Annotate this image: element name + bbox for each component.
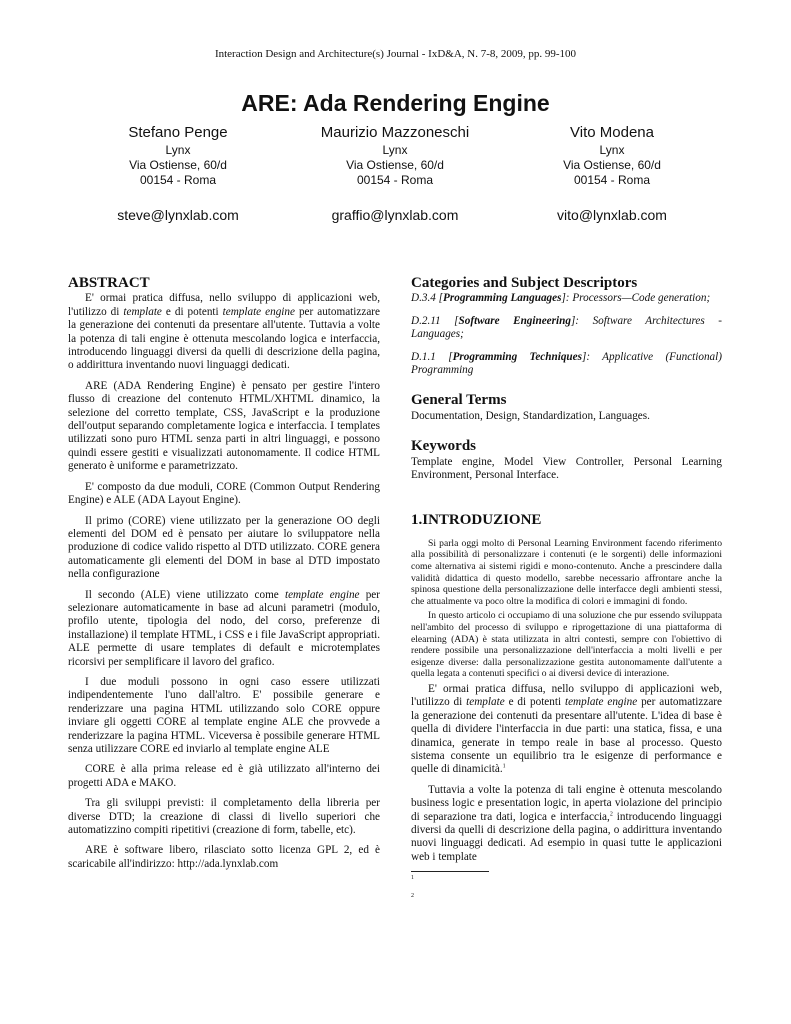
text-run: Tuttavia a volte la potenza di tali engine è ottenuta mescolando business logic e presentation logic, in aperta violazione del principio di separazione tra dati, logica e interfaccia, [411,783,722,823]
category-topic: Programming Techniques [452,350,582,363]
author-org: Lynx [165,143,191,157]
author-block [497,123,727,223]
italic-run: template [123,305,162,318]
author-address: Via Ostiense, 60/d [346,158,444,172]
category-desc: Software Architectures - Languages; [411,314,723,341]
text-run: e di potenti [504,696,565,709]
footnote-ref[interactable]: 1 [502,763,506,770]
abstract-paragraph: I due moduli possono in ogni caso essere utilizzati indipendentemente l'uno dall'altro. E' possibile generare e renderizzare una pagina HTML utilizzando solo CORE oppure inviare gli oggetti CORE al template engine ALE che provvede a renderizzare la pagina HTML. Viceversa è possibile generare HTML senza utilizzare CORE ed inviarlo al template engine ALE [68,675,380,755]
category-code: D.1.1 [411,350,436,363]
category-topic: Software Engineering [458,314,571,327]
abstract-paragraph: ARE è software libero, rilasciato sotto licenza GPL 2, ed è scaricabile all'indirizzo: http://ada.lynxlab.com [68,844,380,870]
journal-header: Interaction Design and Architecture(s) Journal - IxD&A, N. 7-8, 2009, pp. 99-100 [214,48,577,60]
author-block [63,123,293,223]
author-name: Vito Modena [570,124,654,141]
footnote: 2 [411,893,414,900]
author-name: Stefano Penge [128,124,228,141]
text-run: Il secondo (ALE) viene utilizzato come [85,588,285,601]
category-topic: Programming Languages [443,292,562,305]
italic-run: template engine [564,696,638,709]
keywords-heading: Keywords [411,438,476,455]
text-run: per selezionare automaticamente in base ad alcuni parametri (modulo, profilo utente, tipologia del nodo, del corso, preferenze di installazione) il template HTML, i CSS e i file JavaScript appropriati. ALE permette di usare templates di default e microtemplates ricorsivi per semplificare il lavoro del grafico. [68,588,380,668]
category-item: D.2.11 [Software Engineering]: Software Architectures - Languages; [411,314,723,341]
abstract-paragraph: E' composto da due moduli, CORE (Common Output Rendering Engine) e ALE (ADA Layout Engine). [68,480,380,507]
intro-heading: 1.INTRODUZIONE [411,512,542,529]
italic-run: template engine [284,588,360,601]
categories-heading: Categories and Subject Descriptors [411,275,638,291]
author-email: graffio@lynxlab.com [331,207,459,223]
footnote-ref[interactable]: 2 [609,810,613,817]
author-org: Lynx [382,143,408,157]
author-org: Lynx [599,143,625,157]
author-email: vito@lynxlab.com [557,207,667,223]
text-run: E' ormai pratica diffusa, nello sviluppo di applicazioni web, l'utilizzo di [68,292,380,318]
right-column [411,277,722,910]
author-city: 00154 - Roma [573,173,651,187]
category-item: D.3.4 [Programming Languages]: Processors—Code generation; [411,292,711,305]
abstract-paragraph: CORE è alla prima release ed è già utilizzato all'interno dei progetti ADA e MAKO. [68,763,380,789]
general-terms-heading: General Terms [411,392,507,409]
intro-paragraph [411,784,722,864]
italic-run: template [466,696,505,709]
footnote-divider [411,871,489,872]
author-city: 00154 - Roma [356,173,434,187]
author-email: steve@lynxlab.com [117,207,239,223]
intro-paragraph: In questo articolo ci occupiamo di una soluzione che pur essendo sviluppata nell'ambito del processo di sviluppo e riprogettazione di una piattaforma di elearning (ADA) è stata utilizzata in altri contesti, sempre con l'obiettivo di rendere possibile una personalizzazione dell'interfaccia a molti livelli e per esigenze diverse: dalla personalizzazione gestita autonomamente dall'utente a quella legata a contenuti specifici o ai diversi device di interazione. [411,610,722,680]
text-run: E' ormai pratica diffusa, nello sviluppo di applicazioni web, l'utilizzo di [411,683,722,709]
abstract-paragraph: Tra gli sviluppi previsti: il completamento della libreria per diverse DTD; la creazione di classi di livello superiori che automatizzino compiti ripetitivi (creazione di form, tabelle, etc). [68,797,380,837]
keywords-text: Template engine, Model View Controller, Personal Learning Environment, Personal Interface. [411,455,722,482]
author-name: Maurizio Mazzoneschi [320,124,470,141]
general-terms-text: Documentation, Design, Standardization, Languages. [411,409,650,422]
footnote: 1 [411,875,414,882]
author-address: Via Ostiense, 60/d [563,158,661,172]
text-run: per automatizzare la generazione dei contenuti da presentare all'utente. Tuttavia a volte la potenza di tali engine è ottenuta mescolando logica e interfaccia, introducendo linguaggi diversi da quelli di descrizione della pagina, o addirittura inventando nuovi linguaggi dedicati. [68,305,380,372]
text-run: per automatizzare la generazione dei contenuti da presentare all'utente. L'idea di base è quella di dividere l'interfaccia in due parti: una statica, fissa, e una dinamica, generate in tempo reale in base al processo. Questo sistema consente un equilibrio tra le esigenze di performance e quelle di dinamicità. [411,696,722,776]
abstract-heading: ABSTRACT [68,275,150,291]
abstract-paragraph: ARE (ADA Rendering Engine) è pensato per gestire l'intero flusso di creazione del contenuto HTML/XHTML dinamico, la selezione del corretto template, CSS, JavaScript e la produzione dell'output separando completamente logica e interfaccia. I templates utilizzati sono puro HTML senza parti in altri linguaggi, e possono quindi essere gestiti e visualizzati autonomamente. Il codice HTML generato è uniforme e parametrizzato. [68,379,380,473]
text-run: e di potenti [161,305,223,318]
italic-run: template engine [222,305,295,318]
category-code: D.3.4 [411,292,436,305]
paper-title: ARE: Ada Rendering Engine [241,90,550,116]
category-desc: Applicative (Functional) Programming [411,350,722,377]
author-block [280,123,510,223]
author-address: Via Ostiense, 60/d [129,158,227,172]
text-run: introducendo linguaggi diversi da quelli di descrizione della pagina, o addirittura inventando nuovi linguaggi dedicati. Ad esempio in quasi tutte le applicazioni web i template [411,810,722,863]
intro-paragraph [411,683,722,777]
author-city: 00154 - Roma [139,173,217,187]
abstract-paragraph [68,292,380,372]
abstract-paragraph [68,589,380,669]
category-code: D.2.11 [411,314,441,327]
abstract-paragraph: Il primo (CORE) viene utilizzato per la generazione OO degli elementi del DOM ed è pensato per aiutare lo sviluppatore nella produzione di codice valido rispetto al DTD utilizzato. CORE genera automaticamente gli elementi del DOM in base al DTD impostato nella configurazione [68,514,380,581]
left-column [68,277,380,878]
category-desc: Processors—Code generation; [572,292,711,305]
intro-paragraph: Si parla oggi molto di Personal Learning Environment facendo riferimento alla possibilità di personalizzare i contenuti (e le sorgenti) delle informazioni come alternativa ai sistemi rigidi e mono-contenuto. Anche a prescindere dalla validità didattica di questo modello, sarebbe necessario affrontare anche la spinosa questione della personalizzazione delle interfacce degli ambienti stessi, che attualmente va poco oltre la modifica di colori e immagini di fondo. [411,537,722,607]
category-item: D.1.1 [Programming Techniques]: Applicative (Functional) Programming [411,350,722,377]
